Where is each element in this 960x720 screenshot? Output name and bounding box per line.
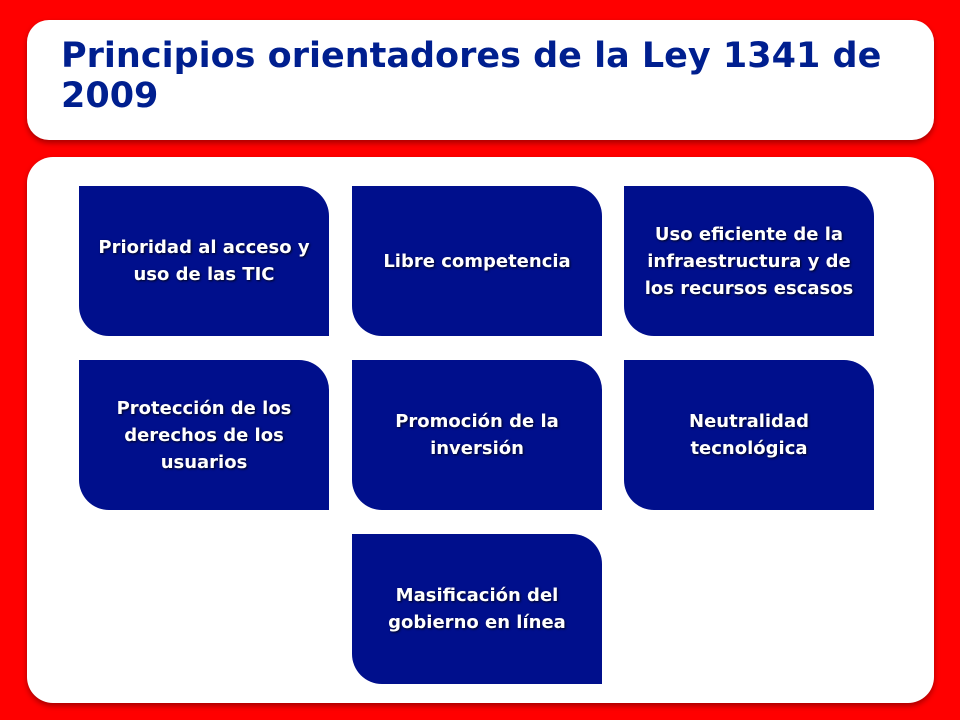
principle-label: Protección de los derechos de los usuarios [116,397,292,473]
principle-label: Libre competencia [383,250,571,272]
principle-box-efficient-use [624,186,874,336]
principle-box-user-rights [79,360,329,510]
principle-box-access-priority [79,186,329,336]
principle-label: Prioridad al acceso y uso de las TIC [98,237,310,285]
principle-box-tech-neutrality [624,360,874,510]
principle-label: Uso eficiente de la infraestructura y de los recursos escasos [644,223,854,299]
principle-label: Masificación del gobierno en línea [388,585,566,633]
principle-label: Promoción de la inversión [395,411,559,459]
principle-box-e-government [352,534,602,684]
principle-label: Neutralidad tecnológica [689,411,809,459]
principle-box-free-competition [352,186,602,336]
principle-box-investment [352,360,602,510]
page-title: Principios orientadores de la Ley 1341 de 2009 [61,36,882,116]
title-panel [27,20,934,140]
